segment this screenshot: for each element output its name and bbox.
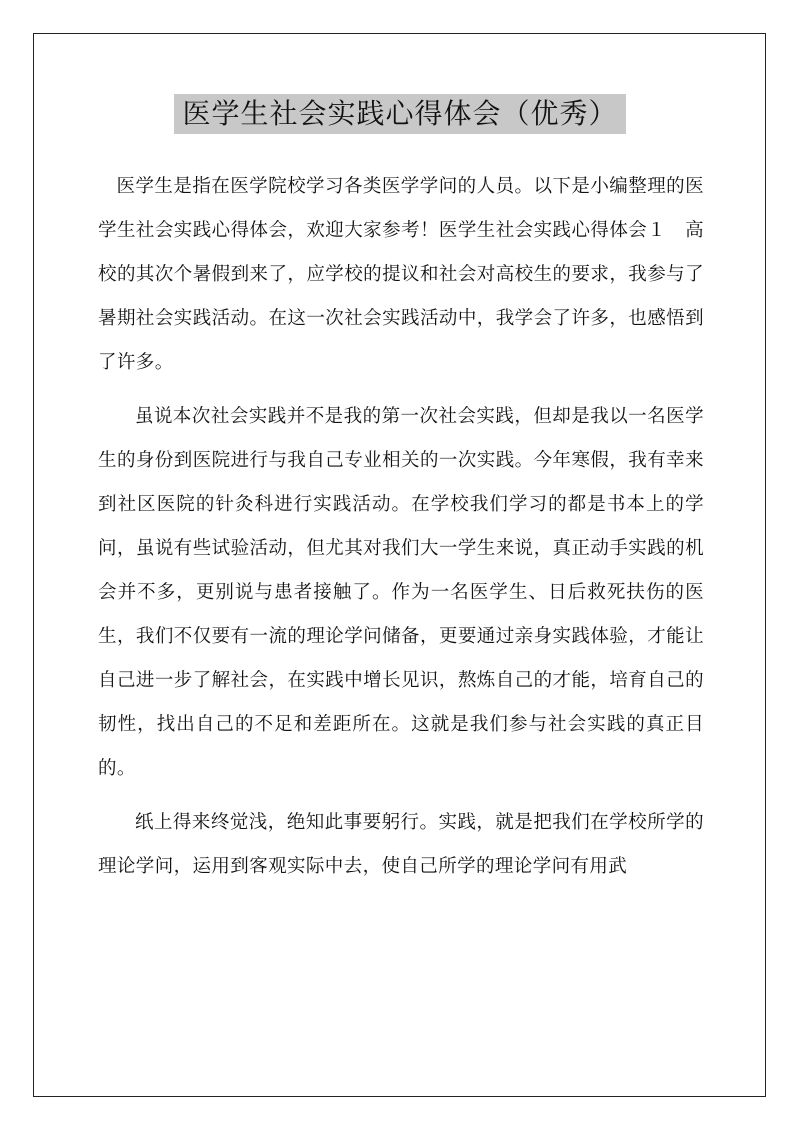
document-title: 医学生社会实践心得体会（优秀）	[174, 94, 625, 134]
paragraph-2: 虽说本次社会实践并不是我的第一次社会实践，但却是我以一名医学生的身份到医院进行与我自己专业相关的一次实践。今年寒假，我有幸来到社区医院的针灸科进行实践活动。在学校我们学习的都是书本上的学问，虽说有些试验活动，但尤其对我们大一学生来说，真正动手实践的机会并不多，更别说与患者接触了。作为一名医学生、日后救死扶伤的医生，我们不仅要有一流的理论学问储备，更要通过亲身实践体验，才能让自己进一步了解社会，在实践中增长见识，熬炼自己的才能，培育自己的韧性，找出自己的不足和差距所在。这就是我们参与社会实践的真正目的。	[98, 406, 704, 779]
title-container	[0, 94, 800, 134]
paragraph-1: 医学生是指在医学院校学习各类医学学问的人员。以下是小编整理的医学生社会实践心得体会，欢迎大家参考！医学生社会实践心得体会１ 高校的其次个暑假到来了，应学校的提议和社会对高校生的要求，我参与了暑期社会实践活动。在这一次社会实践活动中，我学会了许多，也感悟到了许多。	[98, 176, 704, 373]
document-body	[98, 165, 704, 899]
paragraph-3: 纸上得来终觉浅，绝知此事要躬行。实践，就是把我们在学校所学的理论学问，运用到客观实际中去，使自己所学的理论学问有用武	[98, 812, 704, 877]
